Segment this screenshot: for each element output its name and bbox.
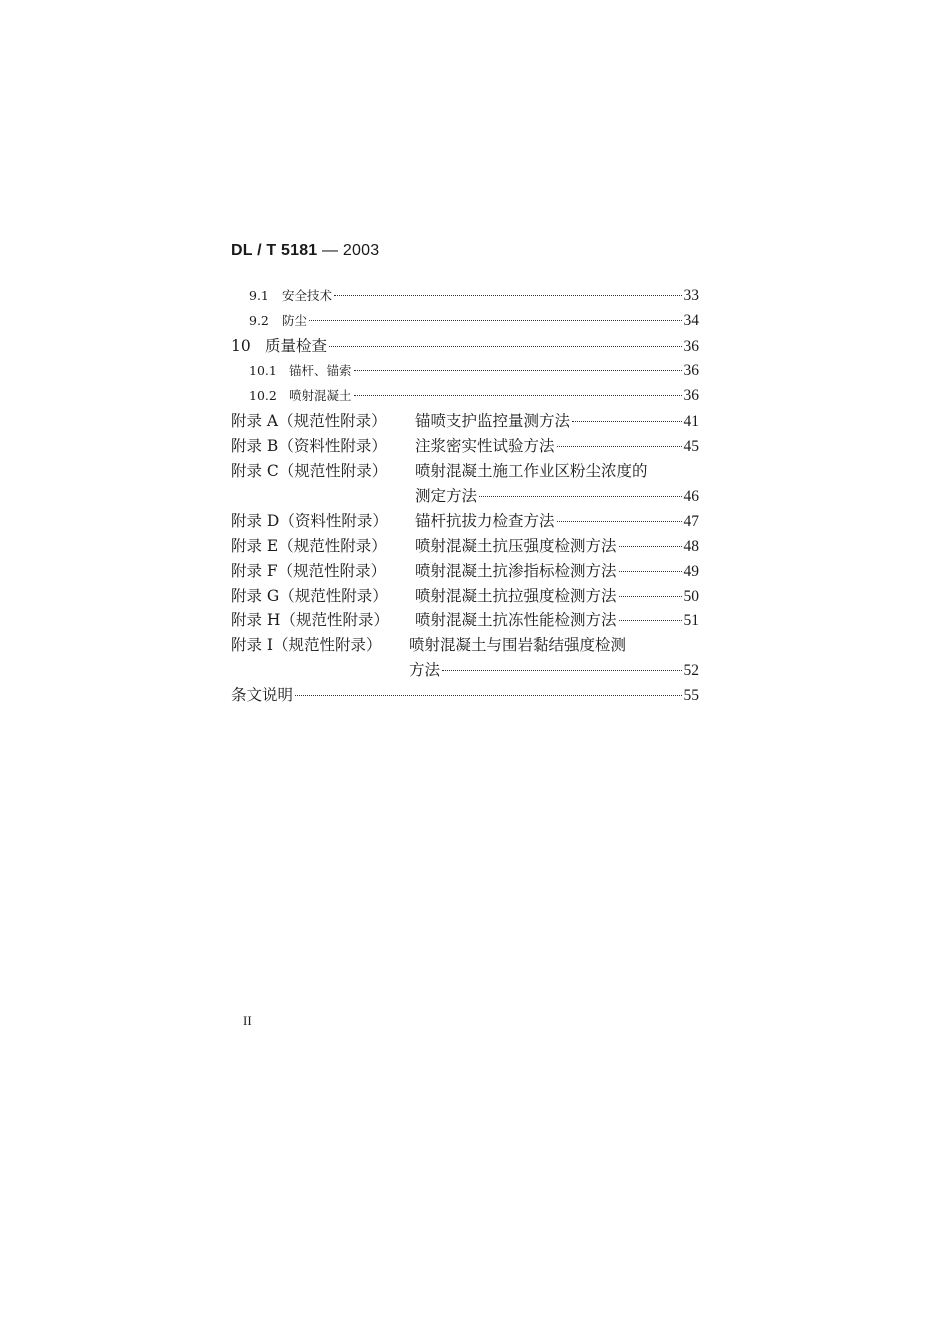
toc-entry-title: 喷射混凝土抗压强度检测方法 (415, 537, 617, 555)
standard-code: DL / T 5181 (231, 242, 318, 259)
toc-entry-number: 10 (231, 337, 251, 355)
toc-appendix-b[interactable] (231, 434, 699, 456)
dot-leader (572, 421, 681, 422)
appendix-prefix: 附录 I（规范性附录） (231, 636, 382, 654)
toc-entry-page: 36 (683, 362, 699, 379)
dot-leader (479, 496, 681, 497)
standard-year: 2003 (342, 242, 380, 259)
toc-entry-title-continued: 方法 (409, 661, 441, 679)
toc-entry-title: 安全技术 (282, 288, 333, 303)
appendix-prefix: 附录 C（规范性附录） (231, 462, 388, 480)
appendix-prefix: 附录 G（规范性附录） (231, 587, 388, 605)
toc-entry-title: 质量检查 (265, 337, 328, 355)
toc-appendix-c[interactable] (231, 459, 699, 481)
toc-appendix-f[interactable] (231, 559, 699, 581)
toc-entry-title-continued: 测定方法 (415, 487, 478, 505)
toc-entry-page: 36 (683, 387, 699, 404)
dot-leader (334, 295, 681, 296)
page-number: II (243, 1013, 252, 1028)
appendix-prefix: 附录 A（规范性附录） (231, 412, 387, 430)
toc-entry-title: 条文说明 (231, 686, 294, 704)
appendix-prefix: 附录 E（规范性附录） (231, 537, 387, 555)
toc-entry-page: 36 (683, 338, 699, 355)
toc-entry-title: 锚杆抗拔力检查方法 (415, 512, 555, 530)
dot-leader (354, 395, 682, 396)
toc-appendix-a[interactable] (231, 409, 699, 431)
dot-leader (619, 620, 682, 621)
toc-appendix-i[interactable] (231, 633, 699, 655)
toc-appendix-g[interactable] (231, 584, 699, 606)
toc-entry-10-2[interactable] (249, 386, 699, 405)
dot-leader (557, 521, 682, 522)
toc-entry-page: 48 (683, 538, 699, 555)
dot-leader (295, 695, 681, 696)
dot-leader (309, 320, 681, 321)
toc-entry-10-1[interactable] (249, 361, 699, 380)
dot-leader (329, 346, 681, 347)
appendix-prefix: 附录 F（规范性附录） (231, 562, 387, 580)
toc-appendix-c-continuation[interactable] (415, 484, 699, 506)
appendix-prefix: 附录 B（资料性附录） (231, 437, 387, 455)
toc-entry-title: 喷射混凝土抗拉强度检测方法 (415, 587, 617, 605)
toc-entry-10[interactable] (231, 334, 699, 356)
toc-entry-number: 10.1 (249, 363, 277, 378)
toc-entry-title: 喷射混凝土 (289, 388, 352, 403)
toc-entry-page: 49 (683, 563, 699, 580)
toc-entry-title: 喷射混凝土与围岩黏结强度检测 (409, 636, 627, 654)
toc-entry-page: 55 (683, 687, 699, 704)
dot-leader (354, 370, 682, 371)
toc-appendix-i-continuation[interactable] (409, 658, 699, 680)
toc-entry-page: 50 (683, 588, 699, 605)
toc-explanation[interactable] (231, 683, 699, 705)
toc-entry-9-1[interactable] (249, 286, 699, 305)
toc-entry-page: 52 (683, 662, 699, 679)
toc-entry-page: 47 (683, 513, 699, 530)
appendix-prefix: 附录 D（资料性附录） (231, 512, 388, 530)
toc-appendix-d[interactable] (231, 509, 699, 531)
toc-entry-title: 喷射混凝土施工作业区粉尘浓度的 (415, 462, 648, 480)
dot-leader (619, 571, 682, 572)
toc-entry-title: 锚杆、锚索 (289, 363, 352, 378)
dot-leader (619, 596, 682, 597)
toc-entry-page: 46 (683, 488, 699, 505)
appendix-prefix: 附录 H（规范性附录） (231, 611, 389, 629)
toc-entry-page: 33 (683, 287, 699, 304)
header-dash: — (322, 242, 339, 259)
dot-leader (557, 446, 682, 447)
toc-entry-title: 防尘 (282, 313, 308, 328)
toc-entry-number: 9.2 (249, 313, 269, 328)
dot-leader (442, 670, 681, 671)
toc-entry-page: 34 (683, 312, 699, 329)
toc-appendix-h[interactable] (231, 608, 699, 630)
toc-entry-title: 喷射混凝土抗冻性能检测方法 (415, 611, 617, 629)
dot-leader (619, 546, 682, 547)
toc-entry-page: 45 (683, 438, 699, 455)
toc-entry-title: 注浆密实性试验方法 (415, 437, 555, 455)
toc-appendix-e[interactable] (231, 534, 699, 556)
toc-entry-number: 10.2 (249, 388, 277, 403)
toc-entry-page: 51 (683, 612, 699, 629)
toc-entry-page: 41 (683, 413, 699, 430)
toc-entry-9-2[interactable] (249, 311, 699, 330)
standard-header (231, 242, 379, 260)
toc-entry-number: 9.1 (249, 288, 269, 303)
toc-entry-title: 喷射混凝土抗渗指标检测方法 (415, 562, 617, 580)
toc-entry-title: 锚喷支护监控量测方法 (415, 412, 571, 430)
